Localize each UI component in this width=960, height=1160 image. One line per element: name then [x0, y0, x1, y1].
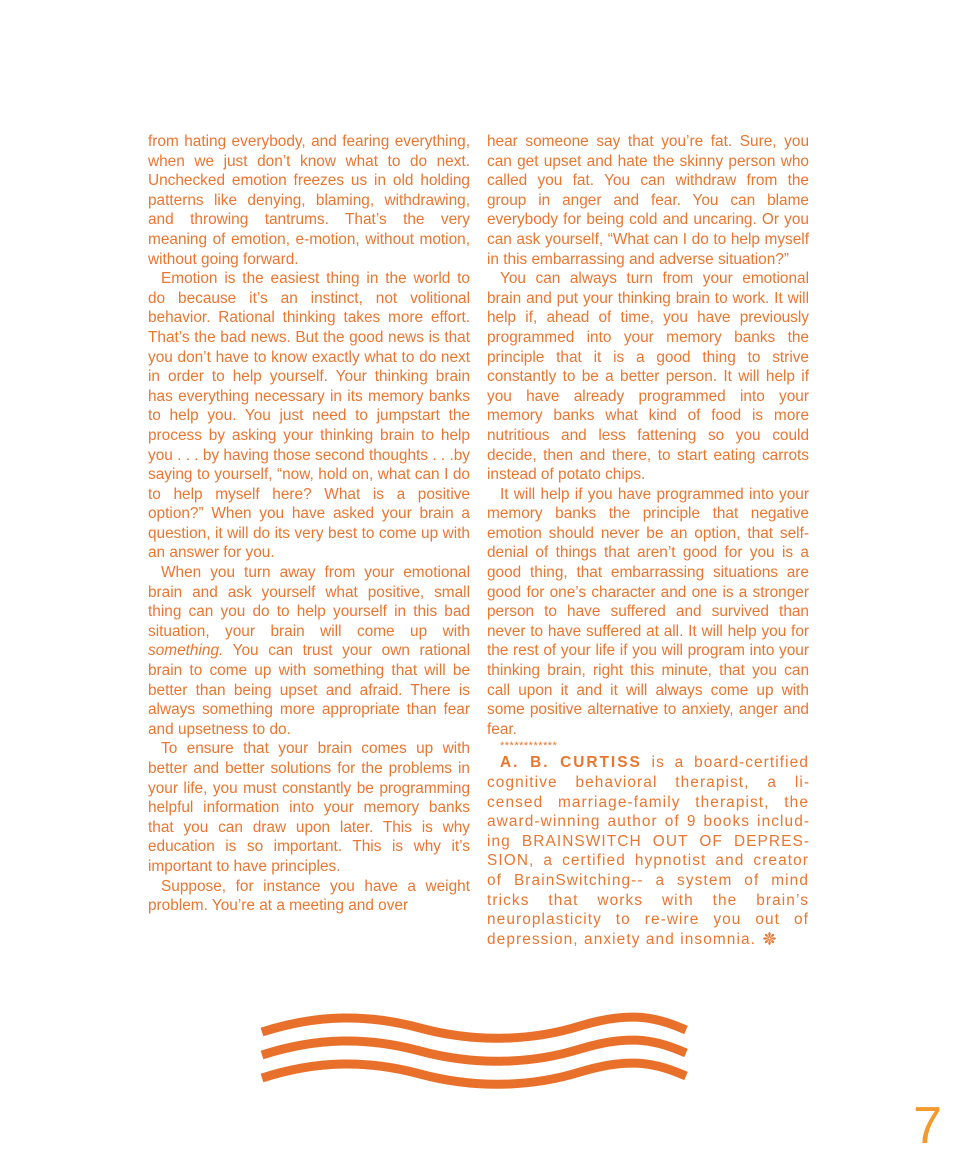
- paragraph: Suppose, for instance you have a weight problem. You’re at a meeting and over: [148, 877, 470, 915]
- paragraph: [148, 563, 470, 739]
- page-number: 7: [913, 1097, 942, 1155]
- paragraph: hear someone say that you’re fat. Sure, you can get upset and hate the skinny person who called you fat. You can withdraw from the group in anger and fear. You can blame everybody for being cold and uncaring. Or you can ask yourself, “What can I do to help myself in this embarrassing and adverse situation?”: [487, 133, 809, 268]
- author-name: A. B. CURTISS: [500, 754, 642, 772]
- paragraph-text: You can trust your own rational brain to come up with something that will be better than being upset and afraid. There is always something more appropriate than fear and upsetness to do.: [148, 642, 470, 738]
- paragraph: from hating everybody, and fearing everything, when we just don’t know what to do next. Unchecked emotion freezes us in old holding patterns like denying, blaming, withdrawing, and throwing tantrums. That’s the very meaning of emotion, e-motion, without motion, without going forward.: [148, 133, 470, 268]
- text-column-right: [487, 132, 809, 949]
- paragraph: To ensure that your brain comes up with better and better solutions for the problems in your life, you must constantly be programming helpful information into your memory banks that you can draw upon later. This is why education is so important. This is why it’s important to have principles.: [148, 740, 470, 875]
- author-bio: [487, 753, 809, 949]
- wave-ornament: [258, 1012, 690, 1094]
- paragraph: It will help if you have programmed into your memory banks the principle that negative emotion should never be an option, that self-denial of things that aren’t good for you is a good thing, that embarrassing situations are good for one’s character and one is a stronger person to have suffered and survived than never to have suffered at all. It will help you for the rest of your life if you will program into your thinking brain, right this minute, that you can call upon it and it will always come up with some positive alternative to anxiety, anger and fear.: [487, 485, 809, 738]
- section-separator: ************: [500, 740, 558, 753]
- paragraph: You can always turn from your emotional brain and put your thinking brain to work. It will help if, ahead of time, you have previously programmed into your memory banks the principle that it is a good thing to strive constantly to be a better person. It will help if you have already programmed into your memory banks what kind of food is more nutritious and less fattening so you could decide, then and there, to start eating carrots instead of potato chips.: [487, 270, 809, 484]
- paragraph: Emotion is the easiest thing in the world to do because it’s an instinct, not volitional behavior. Rational thinking takes more effort. That’s the bad news. But the good news is that you don’t have to know exactly what to do next in order to help yourself. Your thinking brain has everything necessary in its memory banks to help you. You just need to jumpstart the process by asking your thinking brain to help you . . . by having those second thoughts . . .by saying to yourself, “now, hold on, what can I do to help myself here? What is a positive option?” When you have asked your brain a question, it will do its very best to come up with an answer for you.: [148, 270, 470, 562]
- text-column-left: [148, 132, 470, 916]
- emphasis-text: something.: [148, 642, 224, 660]
- paragraph-text: When you turn away from your emotional brain and ask yourself what positive, small thing can you do to help yourself in this bad situation, your brain will come up with: [148, 564, 470, 640]
- flower-icon: [763, 932, 776, 945]
- author-bio-text: is a board-certified cognitive behavioral therapist, a licensed marriage-family therapist, the award-winning author of 9 books including BRAINSWITCH OUT OF DEPRESSION, a certified hypnotist and creator of BrainSwitching-- a system of mind tricks that works with the brain’s neuroplasticity to re-wire you out of depression, anxiety and insomnia.: [487, 754, 810, 948]
